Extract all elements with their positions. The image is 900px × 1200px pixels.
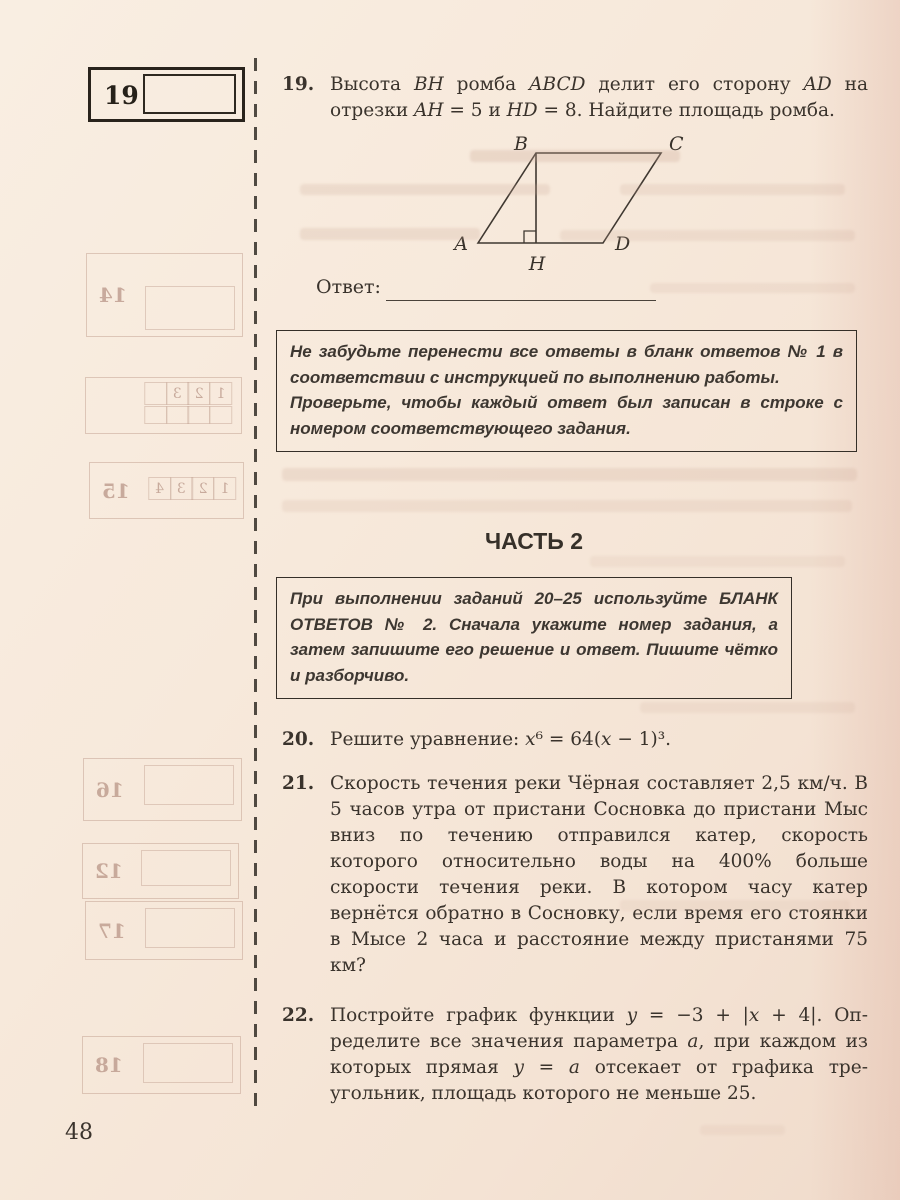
bleed-through-answer-box: [89, 462, 244, 519]
bleed-through-label: 18: [95, 1053, 123, 1077]
problem-22-number: 22.: [282, 1005, 315, 1026]
task-19-answer-box-number: 19: [104, 81, 139, 110]
vertex-label-a: A: [454, 233, 468, 255]
bleed-through-slot: [145, 286, 235, 330]
bleed-through-slot: [145, 908, 235, 948]
vertex-label-d: D: [615, 233, 631, 255]
bleed-through-answer-box: [86, 253, 243, 337]
vertex-label-b: B: [514, 136, 528, 155]
problem-21: [282, 771, 868, 979]
bleed-through-cells: 1 2 3 4: [148, 477, 235, 500]
notice-transfer-answers: [276, 330, 857, 452]
bleed-through-artifact: [560, 230, 855, 241]
bleed-through-artifact: [590, 556, 845, 567]
task-19-answer-slot: [143, 74, 236, 114]
bleed-through-artifact: [282, 468, 857, 481]
bleed-through-answer-box: [85, 377, 242, 434]
problem-19-number: 19.: [282, 74, 315, 95]
right-angle-mark: [524, 231, 536, 243]
bleed-through-artifact: [282, 500, 852, 512]
problem-21-text: Скорость течения реки Чёрная составляет 2,5 км/ч. В 5 часов утра от пристани Сосновка до пристани Мыс вниз по течению отправился катер, скорость которого относительно воды на 400% больше скорости течения реки. В котором часу катер вернётся обратно в Сосновку, если время его стоянки в Мысе 2 часа и расстояние между пристанями 75 км?: [330, 773, 868, 976]
problem-22: [282, 1003, 869, 1107]
bleed-through-label: 16: [96, 777, 124, 802]
bleed-through-artifact: [640, 702, 855, 713]
bleed-through-label: 12: [95, 859, 123, 883]
notice-part2-instructions: [276, 577, 792, 699]
bleed-through-cells: 1 2 3: [144, 382, 231, 405]
notice-paragraph: Проверьте, чтобы каждый ответ был записан в строке с номером соответствующего задания.: [290, 393, 843, 438]
notice-paragraph: Не забудьте перенести все ответы в бланк ответов № 1 в соответствии с инструкцией по выполнению работы.: [290, 342, 843, 387]
part-2-heading: ЧАСТЬ 2: [485, 528, 583, 554]
bleed-through-answer-box: [82, 1036, 241, 1094]
bleed-through-artifact: [700, 1125, 785, 1135]
page-number: 48: [65, 1120, 93, 1145]
bleed-through-artifact: [300, 228, 480, 240]
bleed-through-artifact: [620, 184, 845, 195]
problem-20: [282, 727, 868, 753]
answer-blank-line: [386, 300, 656, 301]
bleed-through-slot: [141, 850, 231, 886]
bleed-through-slot: [143, 1043, 233, 1083]
answer-label: Ответ:: [316, 276, 381, 298]
margin-divider-dashed-line: [254, 58, 257, 1110]
problem-19-text: Высота BH ромба ABCD делит его сторону AD на отрезки AH = 5 и HD = 8. Найдите площадь ромба.: [330, 74, 868, 121]
problem-21-number: 21.: [282, 773, 315, 794]
bleed-through-label: 14: [99, 283, 127, 307]
problem-20-text: Решите уравнение: x⁶ = 64(x − 1)³.: [330, 729, 672, 750]
notice-paragraph: При выполнении заданий 20–25 используйте БЛАНК ОТВЕТОВ № 2. Сначала укажите номер задания, а затем запишите его решение и ответ. Пишите чётко и разборчиво.: [290, 589, 778, 685]
problem-22-text: Постройте график функции y = −3 + |x + 4|. Определите все значения параметра a, при каждом из которых прямая y = a отсекает от графика треугольник, площадь которого не меньше 25.: [330, 1005, 869, 1104]
problem-19: [282, 72, 868, 124]
foot-label-h: H: [528, 253, 546, 274]
bleed-through-artifact: [470, 150, 680, 162]
bleed-through-answer-box: [82, 843, 239, 899]
bleed-through-answer-box: [85, 901, 243, 960]
bleed-through-answer-box: [83, 758, 242, 821]
bleed-through-cells: [144, 406, 231, 424]
bleed-through-artifact: [650, 283, 855, 293]
bleed-through-label: 15: [102, 478, 130, 503]
bleed-through-artifact: [620, 900, 850, 911]
task-19-answer-box: [88, 67, 245, 122]
vertex-label-c: C: [669, 136, 684, 155]
problem-20-number: 20.: [282, 729, 315, 750]
bleed-through-label: 17: [98, 918, 126, 943]
bleed-through-artifact: [300, 184, 550, 195]
bleed-through-slot: [144, 765, 234, 805]
